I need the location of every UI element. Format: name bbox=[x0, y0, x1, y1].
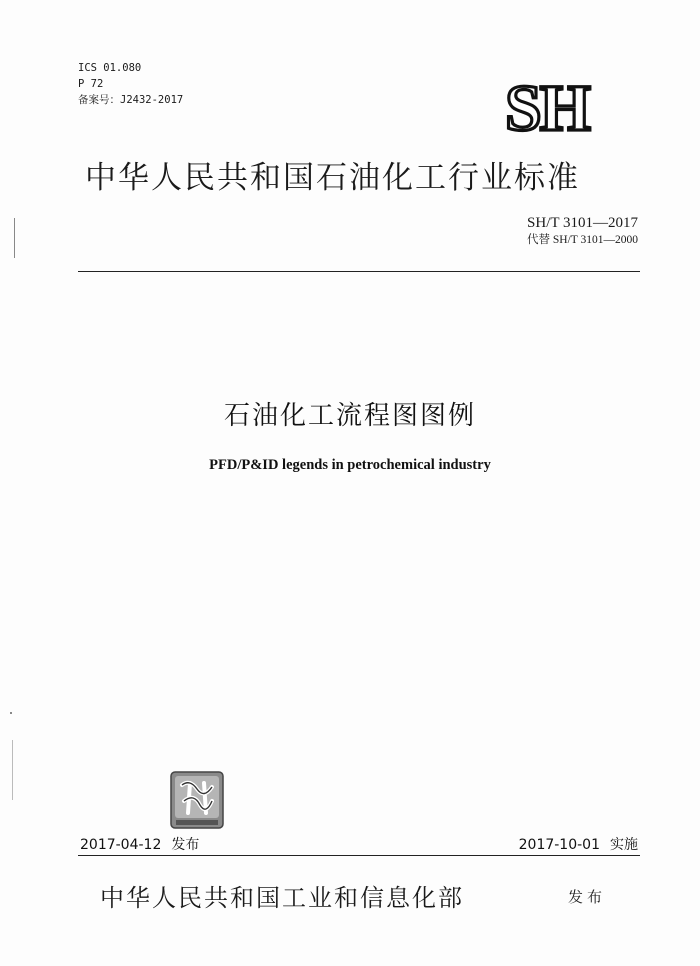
ics-code: ICS 01.080 bbox=[78, 62, 142, 74]
publisher-seal bbox=[170, 771, 224, 829]
sh-logo-text: SH bbox=[504, 74, 590, 138]
scan-artifact bbox=[10, 712, 12, 714]
effective-date-line bbox=[519, 834, 638, 854]
class-code: P 72 bbox=[78, 78, 104, 90]
effective-label: 实施 bbox=[610, 837, 638, 853]
issue-date-line bbox=[80, 834, 199, 854]
series-title: 中华人民共和国石油化工行业标准 bbox=[85, 160, 580, 196]
sh-logo-icon bbox=[482, 74, 612, 138]
bottom-divider bbox=[78, 855, 640, 856]
filing-number: 备案号：J2432-2017 bbox=[78, 94, 184, 106]
seal-icon bbox=[170, 771, 224, 829]
replaces-standard: 代替 SH/T 3101—2000 bbox=[527, 234, 638, 246]
issuing-authority: 中华人民共和国工业和信息化部 bbox=[100, 884, 464, 912]
issue-label: 发布 bbox=[171, 837, 200, 853]
document-title-zh: 石油化工流程图图例 bbox=[223, 401, 476, 431]
scan-artifact bbox=[14, 218, 15, 258]
top-divider bbox=[78, 271, 640, 272]
effective-date: 2017-10-01 bbox=[518, 837, 600, 853]
classification-block bbox=[78, 60, 183, 108]
issuing-authority-suffix: 发布 bbox=[568, 888, 607, 906]
standard-number: SH/T 3101—2017 bbox=[527, 215, 638, 231]
issue-date: 2017-04-12 bbox=[80, 837, 162, 853]
scan-artifact bbox=[12, 740, 13, 800]
standard-number-block bbox=[527, 214, 638, 248]
sh-logo bbox=[482, 74, 612, 138]
document-title-en: PFD/P&ID legends in petrochemical industry bbox=[209, 457, 491, 473]
